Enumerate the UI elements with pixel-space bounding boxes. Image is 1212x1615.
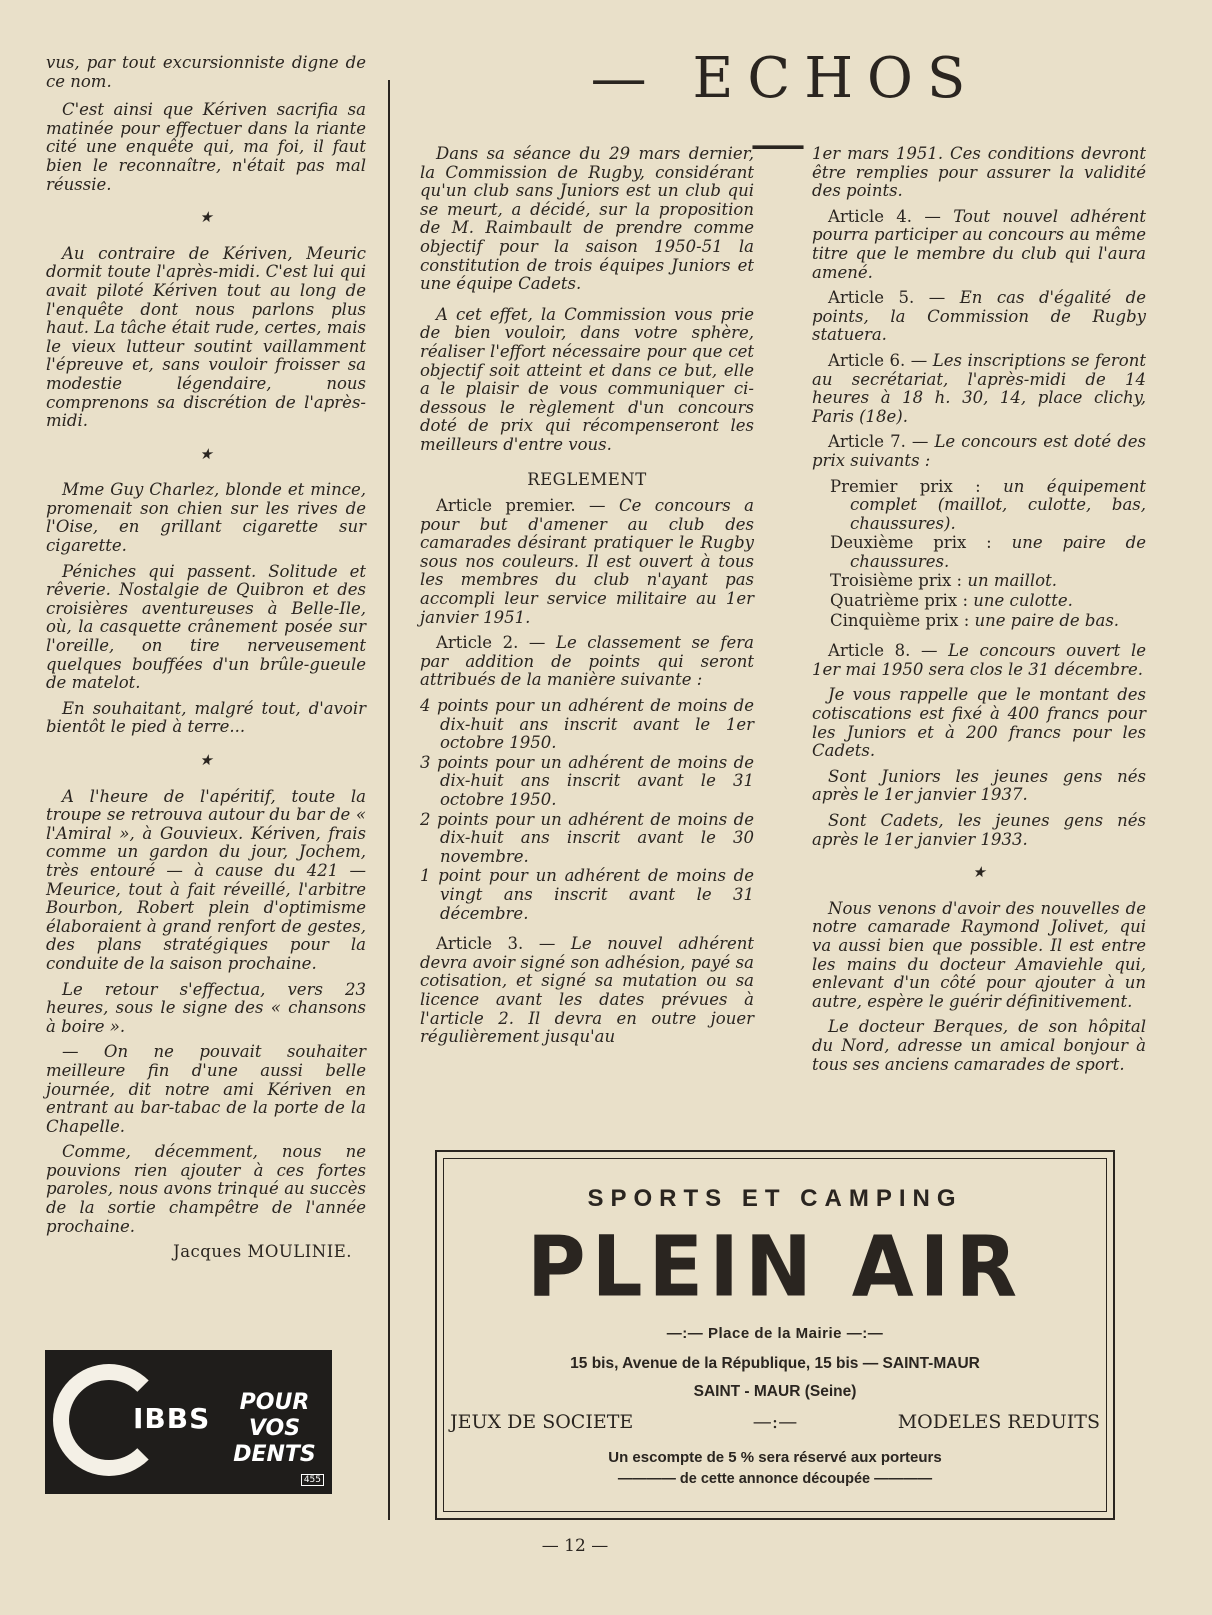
- right-para-10: Sont Juniors les jeunes gens nés après le 1er janvier 1937.: [812, 766, 1146, 805]
- ad-discount-1: Un escompte de 5 % sera réservé aux porteurs: [608, 1449, 942, 1466]
- prize-2-text: une paire de chaussures.: [850, 533, 1146, 571]
- article-8: [812, 642, 1146, 679]
- article-7-label: Article 7. —: [828, 432, 929, 452]
- gibbs-brand: IBBS: [133, 1402, 211, 1435]
- article-4-text: Tout nouvel adhérent pourra participer au concours au même titre que le membre du club qui l'aura amené.: [812, 206, 1146, 282]
- prize-2: [812, 534, 1146, 571]
- article-1-text: Ce concours a pour but d'amener au club des camarades désirant pratiquer le Rugby sous nos couleurs. Il est ouvert à tous les membres du club n'ayant pas accompli leur service militaire au 1er janvier 1951.: [420, 496, 754, 627]
- points-2: 2 points pour un adhérent de moins de dix-huit ans inscrit avant le 30 novembre.: [420, 809, 754, 866]
- gibbs-slogan-line-1: POUR: [239, 1390, 310, 1415]
- left-para-3: Mme Guy Charlez, blonde et mince, promenait son chien sur les rives de l'Oise, en grillant cigarette sur cigarette.: [46, 480, 366, 556]
- right-para-12: Nous venons d'avoir des nouvelles de notre camarade Raymond Jolivet, qui va aussi bien que possible. Il est entre les mains du docteur Amaviehle qui, enlevant d'un côté pour ajouter à un autre, espère le guérir définitivement.: [812, 898, 1146, 1011]
- left-para-1: C'est ainsi que Kériven sacrifia sa matinée pour effectuer dans la riante cité une enquête qui, ma foi, il faut bien le reconnaître, n'était pas mal réussie.: [46, 100, 366, 194]
- left-para-9: Comme, décemment, nous ne pouvions rien ajouter à ces fortes paroles, nous avons trinqué au succès de la sortie champêtre de l'année prochaine.: [46, 1142, 366, 1236]
- article-4-label: Article 4. —: [828, 206, 941, 226]
- page-number: — 12 —: [541, 1536, 609, 1556]
- left-para-2: Au contraire de Kériven, Meuric dormit toute l'après-midi. C'est lui qui avait piloté Kériven tout au long de l'enquête dont nous parlons plus haut. La tâche était rude, certes, mais le vieux lutteur soutint vaillamment l'épreuve et, sans vouloir froisser sa modestie légendaire, nous comprenons sa discrétion de l'après-midi.: [46, 243, 366, 431]
- ad-place: —:— Place de la Mairie —:—: [666, 1325, 884, 1342]
- section-title: — ECHOS —: [590, 46, 980, 176]
- prize-1: [812, 478, 1146, 534]
- separator-star-icon: ★: [199, 751, 213, 769]
- right-para-11: Sont Cadets, les jeunes gens nés après le 1er janvier 1933.: [812, 811, 1146, 849]
- article-5-text: En cas d'égalité de points, la Commission de Rugby statuera.: [812, 288, 1146, 345]
- left-para-8: — On ne pouvait souhaiter meilleure fin d'une aussi belle journée, dit notre ami Kériven en entrant au bar-tabac de la porte de la Chapelle.: [46, 1042, 366, 1136]
- gibbs-slogan: [217, 1390, 332, 1468]
- ad-left-item: JEUX DE SOCIETE: [450, 1411, 634, 1433]
- article-1: [420, 497, 754, 627]
- author-signature: Jacques MOULINIE.: [173, 1242, 352, 1262]
- mid-para-1: Dans sa séance du 29 mars dernier, la Commission de Rugby, considérant qu'un club sans Juniors est un club qui se meurt, a décidé, sur la proposition de M. Raimbault de prendre comme objectif pour la saison 1950-51 la constitution de trois équipes Juniors et une équipe Cadets.: [420, 144, 754, 294]
- article-7: [812, 433, 1146, 470]
- middle-column: [420, 145, 754, 1054]
- article-4: [812, 208, 1146, 282]
- points-3: 3 points pour un adhérent de moins de dix-huit ans inscrit avant le 31 octobre 1950.: [420, 752, 754, 809]
- ad-discount-2: ———— de cette annonce découpée ————: [617, 1471, 933, 1487]
- ad-top-line: SPORTS ET CAMPING: [587, 1185, 963, 1212]
- separator-star-icon: ★: [972, 863, 986, 882]
- ad-store-name: PLEIN AIR: [526, 1217, 1024, 1316]
- ad-address: 15 bis, Avenue de la République, 15 bis — SAINT-MAUR: [570, 1355, 980, 1372]
- prize-5: [812, 612, 1146, 631]
- article-3-text: Le nouvel adhérent devra avoir signé son adhésion, payé sa cotisation, et signé sa mutation ou sa licence avant les dates prévues à l'article 2. Il devra en outre jouer régulièrement jusqu'au: [420, 934, 754, 1047]
- article-2: [420, 634, 754, 690]
- article-2-text: Le classement se fera par addition de points qui seront attribués de la manière suivante :: [420, 633, 754, 690]
- left-para-0: vus, par tout excursionniste digne de ce nom.: [46, 53, 366, 91]
- article-8-text: Le concours ouvert le 1er mai 1950 sera clos le 31 décembre.: [812, 641, 1146, 679]
- article-6: [812, 352, 1146, 426]
- gibbs-ad-number: 455: [301, 1474, 324, 1486]
- plein-air-advertisement: [435, 1150, 1115, 1520]
- separator-star-icon: ★: [199, 444, 213, 463]
- prize-4-text: une culotte.: [968, 591, 1073, 611]
- gibbs-advertisement: [45, 1350, 332, 1494]
- left-para-7: Le retour s'effectua, vers 23 heures, sous le signe des « chansons à boire ».: [46, 979, 366, 1036]
- ad-inner-frame: [443, 1158, 1107, 1512]
- points-4: 4 points pour un adhérent de moins de dix-huit ans inscrit avant le 1er octobre 1950.: [420, 696, 754, 753]
- article-6-text: Les inscriptions se feront au secrétariat, l'après-midi de 14 heures à 18 h. 30, 14, place clichy, Paris (18e).: [812, 350, 1146, 426]
- prize-3: [812, 572, 1146, 591]
- right-para-0: 1er mars 1951. Ces conditions devront être remplies pour assurer la validité des points.: [812, 144, 1146, 201]
- article-2-label: Article 2. —: [436, 633, 546, 653]
- right-para-13: Le docteur Berques, de son hôpital du Nord, adresse un amical bonjour à tous ses anciens camarades de sport.: [812, 1017, 1146, 1074]
- left-para-5: En souhaitant, malgré tout, d'avoir bientôt le pied à terre...: [46, 698, 366, 737]
- prize-5-label: Cinquième prix :: [830, 610, 970, 630]
- prize-5-text: une paire de bas.: [969, 610, 1120, 630]
- rules-heading: REGLEMENT: [527, 469, 647, 489]
- prize-1-text: un équipement complet (maillot, culotte, bas, chaussures).: [850, 476, 1146, 533]
- article-7-text: Le concours est doté des prix suivants :: [812, 432, 1146, 470]
- article-1-label: Article premier. —: [436, 496, 606, 516]
- right-column: [812, 145, 1146, 1081]
- separator-star-icon: ★: [199, 208, 213, 227]
- ad-items-row: [444, 1411, 1106, 1433]
- left-para-4: Péniches qui passent. Solitude et rêverie. Nostalgie de Quibron et des croisières aventureuses à Belle-Ile, où, la casquette crânement posée sur l'oreille, on tire nerveusement quelques bouffées d'un brûle-gueule de matelot.: [46, 561, 366, 693]
- mid-para-2: A cet effet, la Commission vous prie de bien vouloir, dans votre sphère, réaliser l'effort nécessaire pour que cet objectif soit atteint et dans ce but, elle a le plaisir de vous communiquer ci-dessous le règlement d'un concours doté de prix qui récompenseront les meilleurs d'entre vous.: [420, 304, 754, 454]
- article-8-label: Article 8. —: [828, 641, 938, 661]
- prize-3-label: Troisième prix :: [830, 571, 963, 591]
- ad-city: SAINT - MAUR (Seine): [693, 1383, 857, 1400]
- prize-4: [812, 592, 1146, 611]
- right-para-9: Je vous rappelle que le montant des cotiscations est fixé à 400 francs pour les Juniors et à 200 francs pour les Cadets.: [812, 685, 1146, 761]
- points-1: 1 point pour un adhérent de moins de vingt ans inscrit avant le 31 décembre.: [420, 866, 754, 923]
- left-para-6: A l'heure de l'apéritif, toute la troupe se retrouva autour du bar de « l'Amiral », à Gouvieux. Kériven, frais comme un gardon du jour, Jochem, très entouré — à cause du 421 — Meurice, tout à fait réveillé, l'arbitre Bourbon, Robert plein d'optimisme élaboraient à grand renfort de gestes, des plans stratégiques pour la conduite de la saison prochaine.: [46, 786, 366, 973]
- left-column: [46, 54, 366, 1262]
- article-5-label: Article 5. —: [828, 288, 946, 308]
- column-divider: [388, 80, 390, 1520]
- ad-items-separator: —:—: [752, 1411, 798, 1433]
- article-5: [812, 289, 1146, 345]
- prize-2-label: Deuxième prix :: [830, 533, 992, 553]
- prize-1-label: Premier prix :: [830, 476, 981, 496]
- prize-4-label: Quatrième prix :: [830, 591, 969, 611]
- article-3: [420, 935, 754, 1047]
- article-6-label: Article 6. —: [828, 350, 928, 370]
- article-3-label: Article 3. —: [436, 934, 556, 954]
- ad-right-item: MODELES REDUITS: [897, 1411, 1100, 1433]
- prize-3-text: un maillot.: [962, 571, 1057, 591]
- gibbs-slogan-line-2: VOS DENTS: [233, 1416, 316, 1467]
